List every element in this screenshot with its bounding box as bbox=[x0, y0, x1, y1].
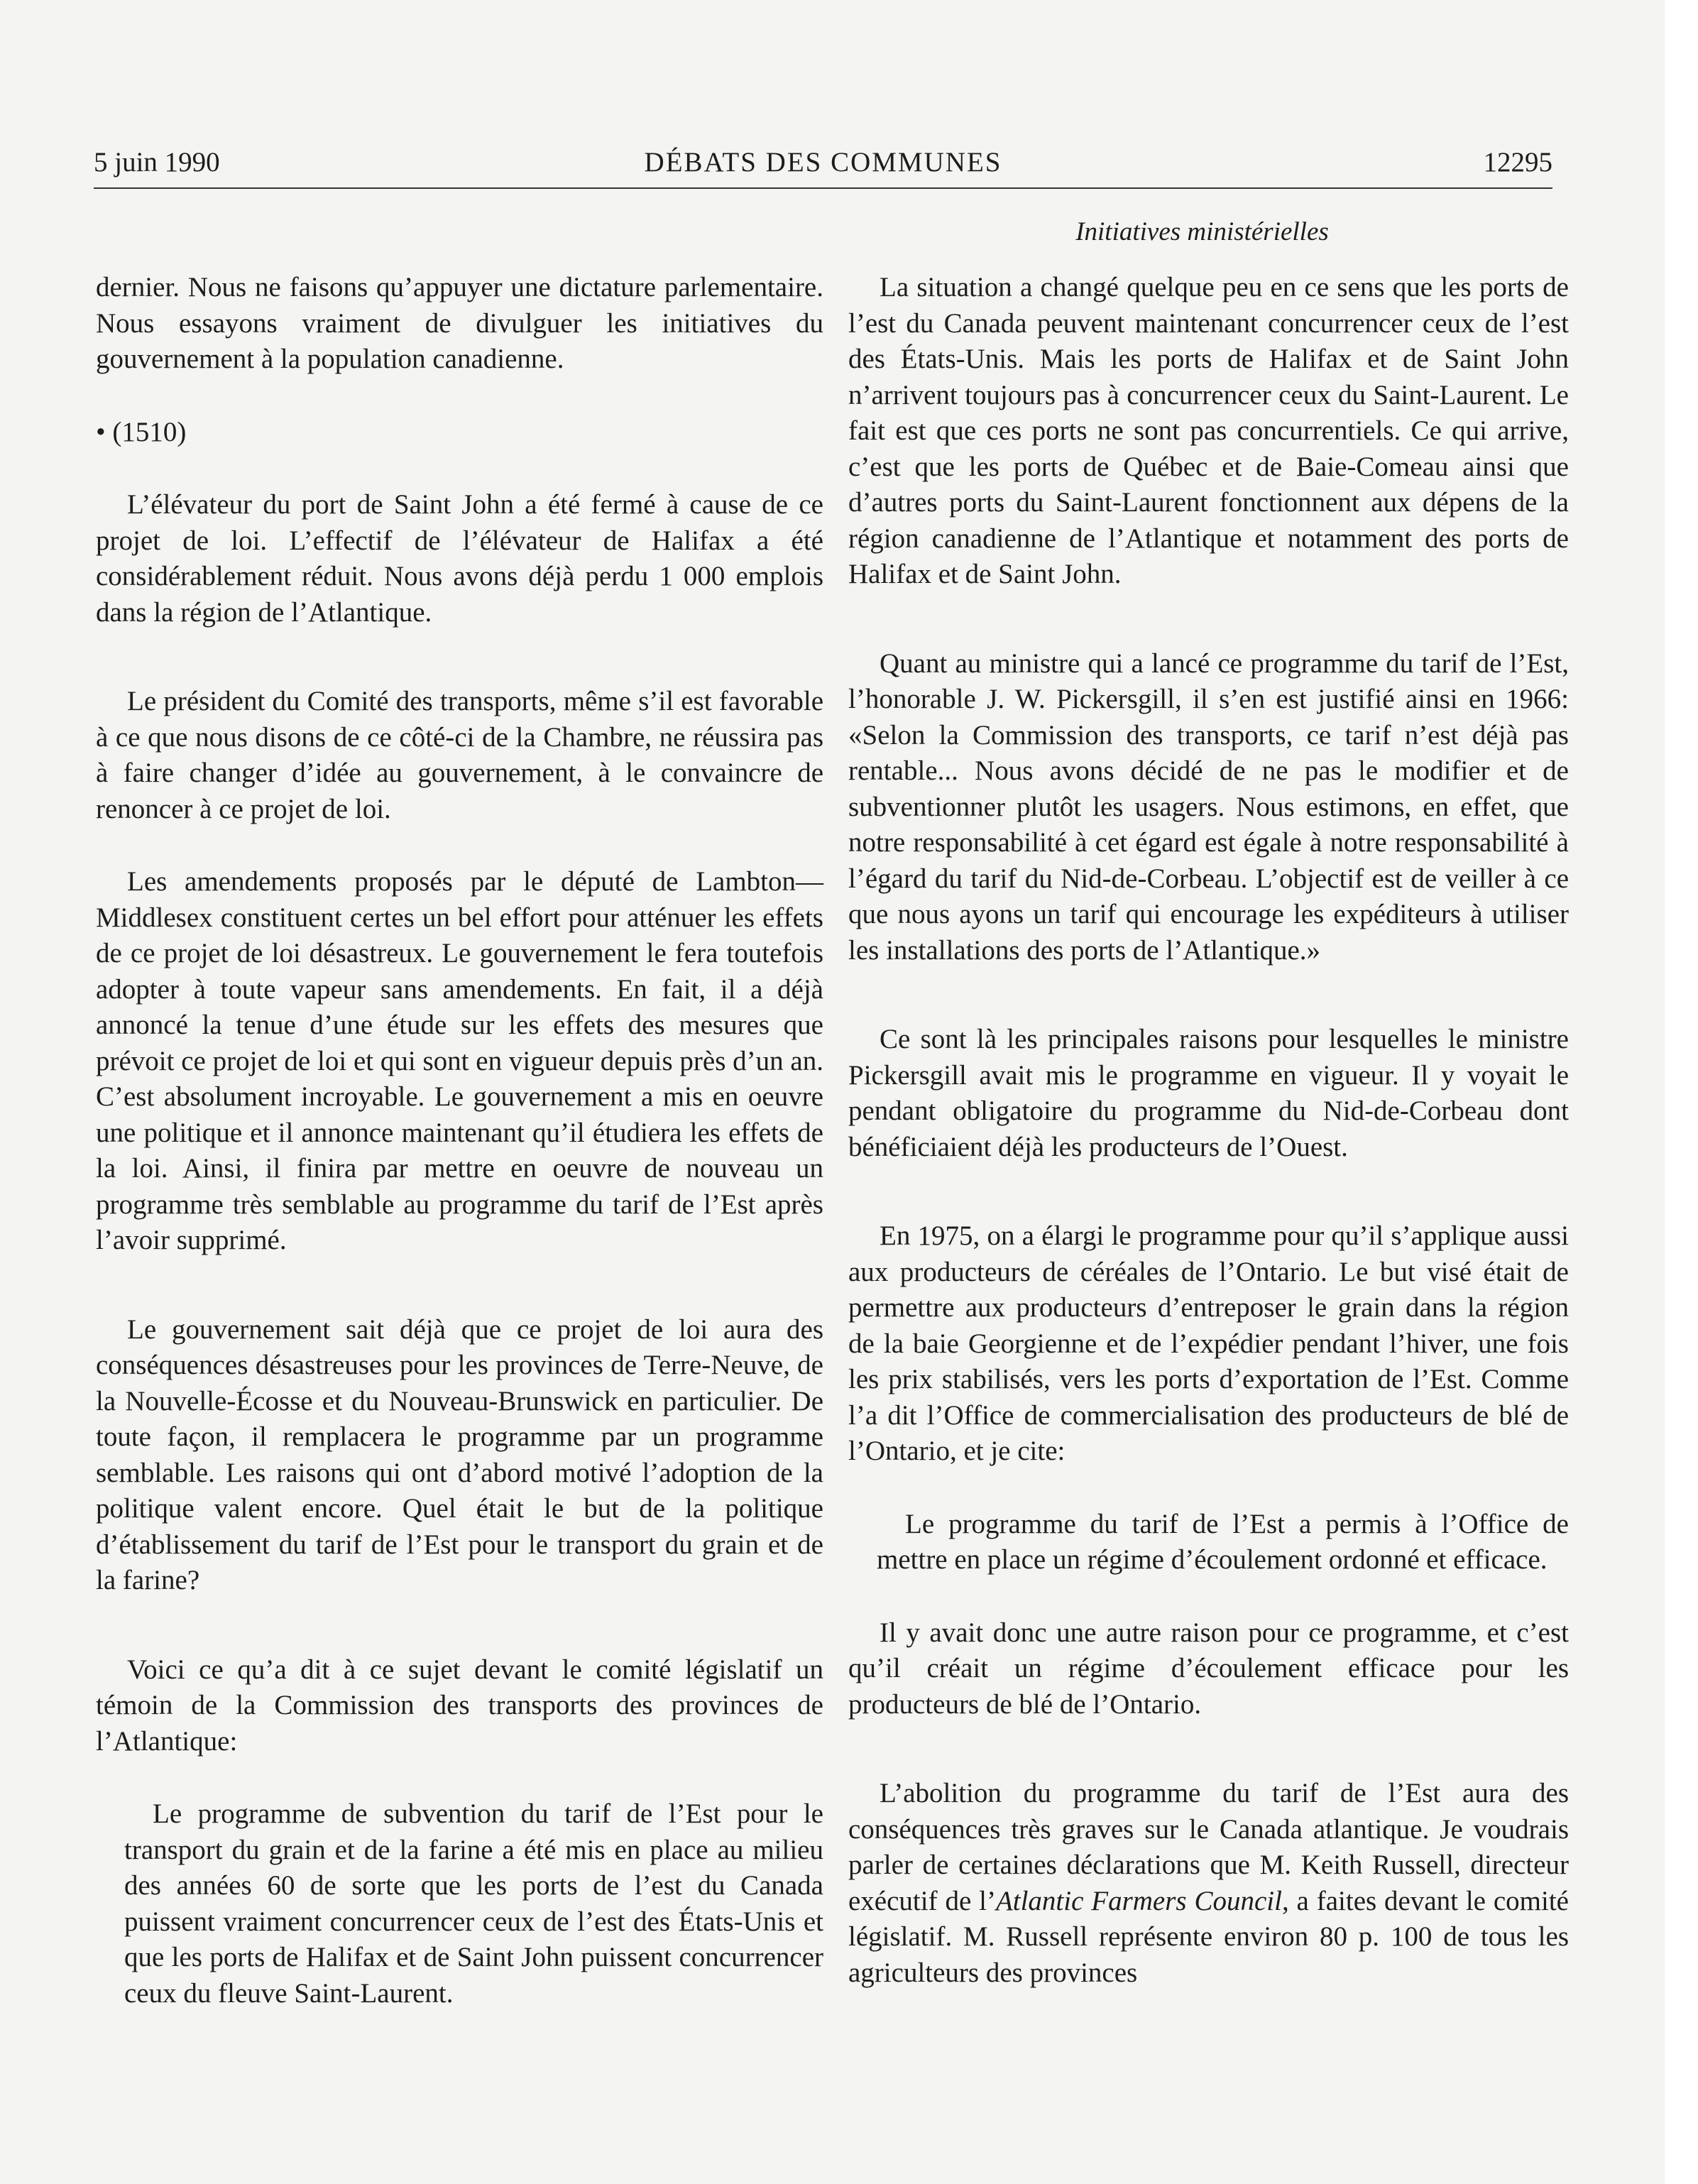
section-label: Initiatives ministérielles bbox=[1075, 217, 1329, 246]
header-page-number: 12295 bbox=[1483, 147, 1552, 178]
paragraph: En 1975, on a élargi le programme pour qu’il s’applique aussi aux producteurs de céréales de l’Ontario. Le but visé était de permettre aux producteurs d’entreposer le grain dans la région de la baie Georgienne et de l’expédier pendant l’hiver, une fois les prix stabilisés, vers les ports d’exportation de l’Est. Comme l’a dit l’Office de commercialisation des producteurs de blé de l’Ontario, et je cite: bbox=[848, 1221, 1569, 1466]
paragraph: Ce sont là les principales raisons pour lesquelles le ministre Pickersgill avait mis le programme en vigueur. Il y voyait le pendant obligatoire du programme du Nid-de-Corbeau dont bénéficiaient déjà les producteurs de l’Ouest. bbox=[848, 1024, 1569, 1162]
paragraph-text: L’abolition du programme du tarif de l’Est aura des conséquences très graves sur le Canada atlantique. Je voudrais parler de certaines déclarations que M. Keith Russell, directeur exécutif de l’ bbox=[848, 1778, 1569, 1916]
paragraph: Quant au ministre qui a lancé ce programme du tarif de l’Est, l’honorable J. W. Pickersgill, il s’en est justifié ainsi en 1966: «Selon la Commission des transports, ce tarif n’est déjà pas rentable... Nous avons décidé de ne pas le modifier et de subventionner plutôt les usagers. Nous estimons, en effet, que notre responsabilité à cet égard est égale à notre responsabilité à l’égard du tarif du Nid-de-Corbeau. L’objectif est de veiller à ce que nous ayons un tarif qui encourage les expéditeurs à utiliser les installations des ports de l’Atlantique.» bbox=[848, 648, 1569, 966]
paragraph: Il y avait donc une autre raison pour ce programme, et c’est qu’il créait un régime d’écoulement efficace pour les producteurs de blé de l’Ontario. bbox=[848, 1617, 1569, 1720]
paragraph: dernier. Nous ne faisons qu’appuyer une dictature parlementaire. Nous essayons vraiment de divulguer les initiatives du gouvernement à la population canadienne. bbox=[96, 272, 823, 374]
paragraph: La situation a changé quelque peu en ce sens que les ports de l’est du Canada peuvent maintenant concurrencer ceux de l’est des États-Unis. Mais les ports de Halifax et de Saint John n’arrivent toujours pas à concurrencer ceux du Saint-Laurent. Le fait est que ces ports ne sont pas concurrentiels. Ce qui arrive, c’est que les ports de Québec et de Baie-Comeau ainsi que d’autres ports du Saint-Laurent fonctionnent aux dépens de la région canadienne de l’Atlantique et notamment des ports de Halifax et de Saint John. bbox=[848, 272, 1569, 589]
header-title: DÉBATS DES COMMUNES bbox=[644, 147, 1002, 178]
timestamp: • (1510) bbox=[96, 416, 187, 447]
paragraph-text: , a faites devant le comité législatif. M. Russell représente environ 80 p. 100 de tous les agriculteurs des provinces bbox=[848, 1885, 1569, 1988]
paragraph: Les amendements proposés par le député de Lambton—Middlesex constituent certes un bel effort pour atténuer les effets de ce projet de loi désastreux. Le gouvernement le fera toutefois adopter à toute vapeur sans amendements. En fait, il a déjà annoncé la tenue d’une étude sur les effets des mesures que prévoit ce projet de loi et qui sont en vigueur depuis près d’un an. C’est absolument incroyable. Le gouvernement a mis en oeuvre une politique et il annonce maintenant qu’il étudiera les effets de la loi. Ainsi, il finira par mettre en oeuvre de nouveau un programme très semblable au programme du tarif de l’Est après l’avoir supprimé. bbox=[96, 866, 823, 1255]
page-header bbox=[94, 142, 1552, 189]
paragraph: Voici ce qu’a dit à ce sujet devant le comité législatif un témoin de la Commission des transports des provinces de l’Atlantique: bbox=[96, 1654, 823, 1757]
block-quote: Le programme de subvention du tarif de l’Est pour le transport du grain et de la farine a été mis en place au milieu des années 60 de sorte que les ports de l’est du Canada puissent vraiment concurrencer ceux de l’est des États-Unis et que les ports de Halifax et de Saint John puissent concurrencer ceux du fleuve Saint-Laurent. bbox=[124, 1798, 823, 2009]
italic-organization-name: Atlantic Farmers Council bbox=[995, 1885, 1282, 1916]
page-edge bbox=[1665, 0, 1698, 2184]
right-column bbox=[848, 270, 1569, 1991]
paragraph: Le gouvernement sait déjà que ce projet de loi aura des conséquences désastreuses pour les provinces de Terre-Neuve, de la Nouvelle-Écosse et du Nouveau-Brunswick en particulier. De toute façon, il remplacera le programme par un programme semblable. Les raisons qui ont d’abord motivé l’adoption de la politique valent encore. Quel était le but de la politique d’établissement du tarif de l’Est pour le transport du grain et de la farine? bbox=[96, 1314, 823, 1595]
paragraph: Le président du Comité des transports, même s’il est favorable à ce que nous disons de ce côté-ci de la Chambre, ne réussira pas à faire changer d’idée au gouvernement, à le convaincre de renoncer à ce projet de loi. bbox=[96, 686, 823, 824]
header-date: 5 juin 1990 bbox=[94, 147, 220, 178]
left-column bbox=[96, 270, 823, 2011]
block-quote: Le programme du tarif de l’Est a permis à l’Office de mettre en place un régime d’écoulement ordonné et efficace. bbox=[877, 1508, 1569, 1575]
paragraph: L’élévateur du port de Saint John a été fermé à cause de ce projet de loi. L’effectif de l’élévateur de Halifax a été considérablement réduit. Nous avons déjà perdu 1 000 emplois dans la région de l’Atlantique. bbox=[96, 489, 823, 628]
paragraph bbox=[848, 1776, 1569, 1991]
